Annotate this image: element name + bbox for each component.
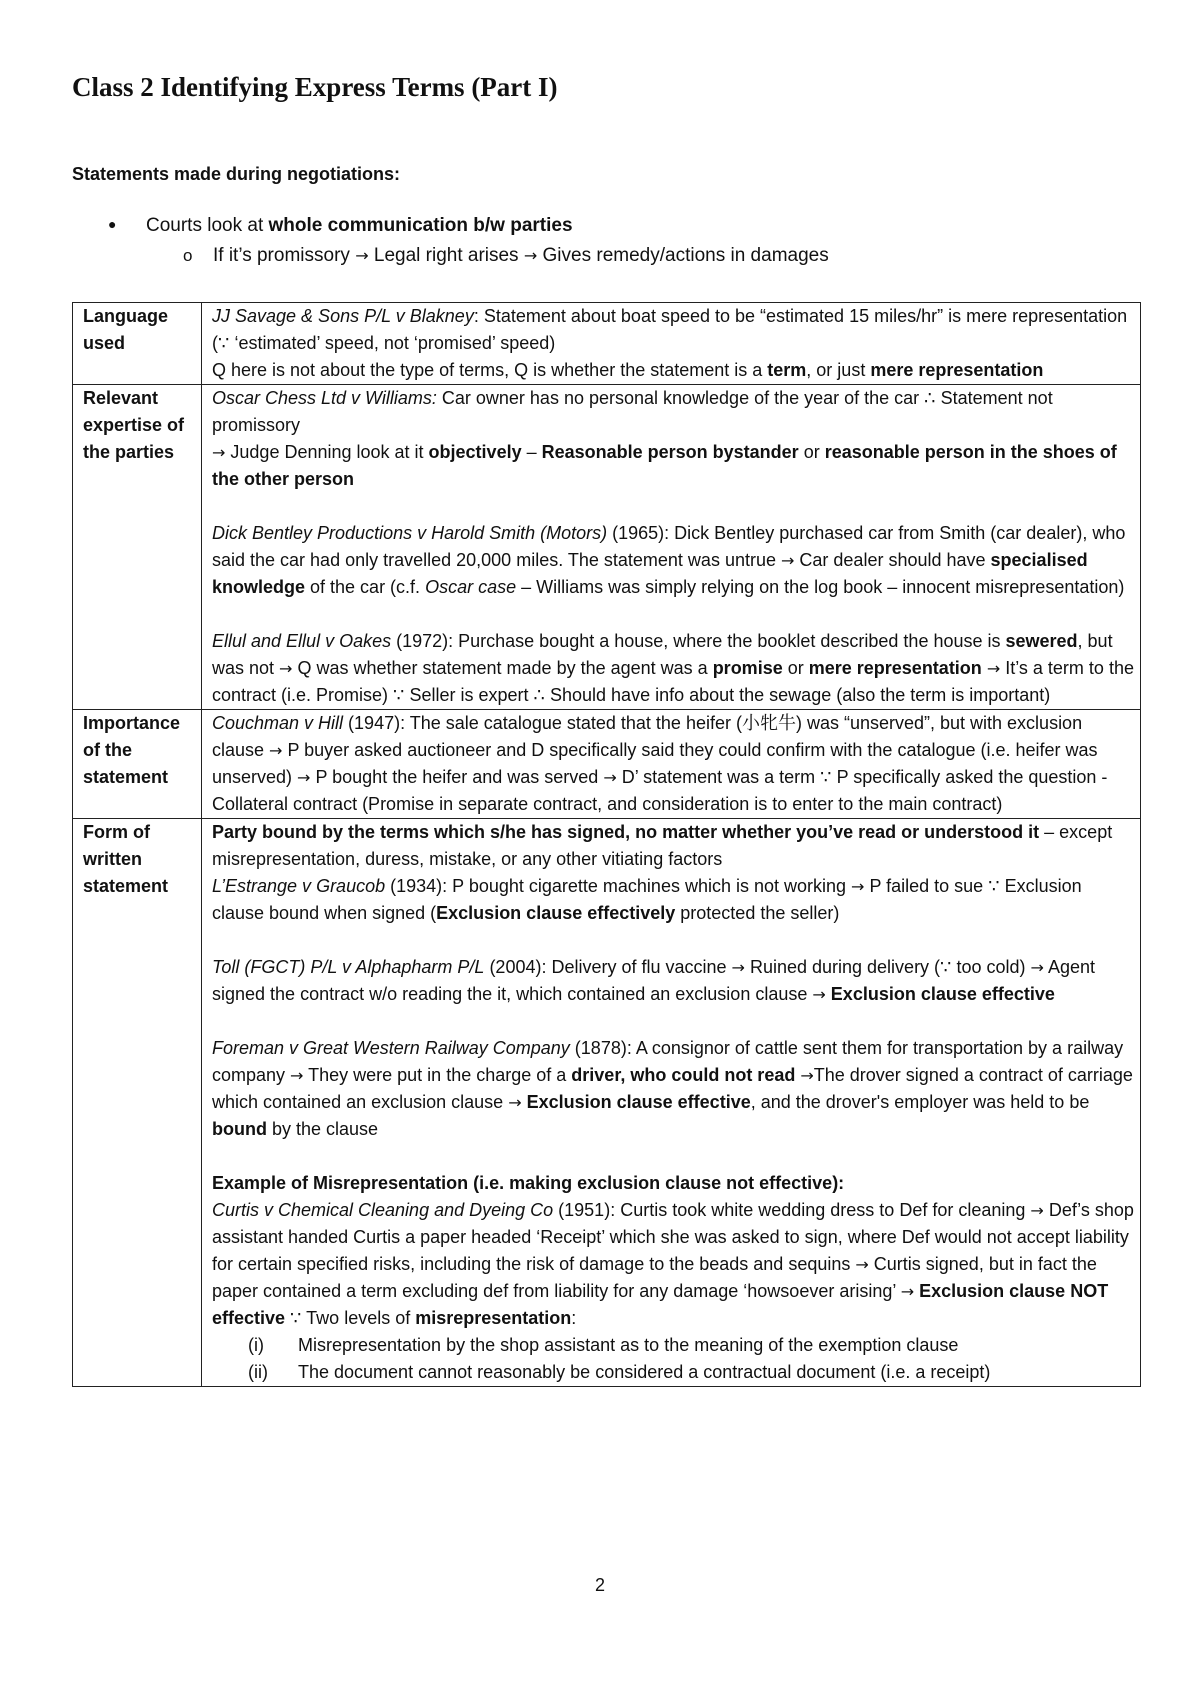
text-run: – except misrepresentation, duress, mistake, or any other vitiating factors	[212, 822, 1113, 869]
paragraph	[212, 954, 1134, 1008]
text-run: P buyer asked auctioneer and D specifically said they could confirm with the catalogue (i.e. heifer was unserved)	[212, 740, 1098, 787]
row-content	[202, 385, 1141, 710]
text-run: D’ statement was a term ∵ P specifically asked the question - Collateral contract (Promise in separate contract, and consideration is to enter to the main contract)	[212, 767, 1108, 814]
paragraph	[212, 710, 1134, 818]
sub-bullet-part: Gives remedy/actions in damages	[537, 245, 829, 266]
bold-text: Exclusion clause effective	[830, 984, 1055, 1004]
page-title: Class 2 Identifying Express Terms (Part I)	[72, 72, 558, 102]
text-run: protected the seller)	[675, 903, 840, 923]
text-run: Q here is not about the type of terms, Q is whether the statement is a	[212, 360, 768, 380]
text-run: Car dealer should have	[794, 550, 991, 570]
paragraph	[212, 439, 1134, 493]
paragraph	[212, 873, 1134, 927]
arrow-icon: →	[269, 741, 283, 760]
bullet-item	[108, 215, 829, 237]
paragraph	[212, 1170, 1134, 1197]
case-name: Dick Bentley Productions v Harold Smith (Motors)	[212, 523, 608, 543]
arrow-icon: →	[781, 551, 795, 570]
text-run: or	[782, 658, 809, 678]
paragraph	[212, 357, 1134, 384]
bold-text: sewered	[1005, 631, 1078, 651]
case-name: Toll (FGCT) P/L v Alphapharm P/L	[212, 957, 485, 977]
text-run: (1951): Curtis took white wedding dress to Def for cleaning	[553, 1200, 1031, 1220]
paragraph	[212, 385, 1134, 439]
bullet-dot-icon: ●	[108, 216, 117, 232]
case-name: Curtis v Chemical Cleaning and Dyeing Co	[212, 1200, 554, 1220]
text-run: P bought the heifer and was served	[310, 767, 604, 787]
arrow-icon: →	[508, 1093, 522, 1112]
text-run: Def’s shop assistant handed Curtis a paper headed ‘Receipt’ which she was asked to sign, where Def would not accept liability for certain specified risks, including the risk of damage to the beads and sequins	[212, 1200, 1134, 1274]
sub-bullet-part: If it’s promissory	[213, 245, 356, 266]
bold-text: Party bound by the terms which s/he has signed, no matter whether you’ve read or understood it	[212, 822, 1040, 842]
page-number: 2	[594, 1575, 605, 1595]
bullet-prefix: Courts look at	[146, 215, 269, 236]
section-heading: Statements made during negotiations:	[72, 164, 401, 184]
arrow-icon: →	[851, 877, 865, 896]
list-item-text: Misrepresentation by the shop assistant as to the meaning of the exemption clause	[298, 1335, 959, 1355]
sub-bullet-part: Legal right arises	[368, 245, 524, 266]
bold-text: Exclusion clause NOT effective	[212, 1281, 1109, 1328]
row-content	[202, 819, 1141, 1387]
arrow-icon: →	[212, 443, 226, 462]
list-item-text: The document cannot reasonably be considered a contractual document (i.e. a receipt)	[298, 1362, 991, 1382]
table-row	[73, 303, 1141, 385]
sub-bullet-text	[213, 245, 829, 267]
bold-text: driver, who could not read	[571, 1065, 796, 1085]
text-run: It’s a term to the contract (i.e. Promise) ∵ Seller is expert ∴ Should have info about the sewage (also the term is important)	[212, 658, 1134, 705]
arrow-icon: →	[523, 246, 538, 265]
row-label: Form of written statement	[73, 819, 202, 1387]
paragraph-gap	[212, 1143, 1134, 1170]
paragraph	[212, 1197, 1134, 1332]
arrow-icon: →	[297, 768, 311, 787]
case-name: Ellul and Ellul v Oakes	[212, 631, 392, 651]
arrow-icon: →	[1030, 958, 1044, 977]
paragraph-gap	[212, 927, 1134, 954]
bold-text: bound	[212, 1119, 267, 1139]
bold-text: mere representation	[808, 658, 982, 678]
sub-bullet-item	[183, 245, 829, 267]
row-label: Importance of the statement	[73, 710, 202, 819]
text-run: , but was not	[212, 631, 1113, 678]
arrow-icon: →	[290, 1066, 304, 1085]
text-run: – Williams was simply relying on the log book – innocent misrepresentation)	[516, 577, 1125, 597]
paragraph	[212, 628, 1134, 709]
paragraph-gap	[212, 1008, 1134, 1035]
bold-text: Exclusion clause effectively	[436, 903, 676, 923]
arrow-icon: →	[279, 659, 293, 678]
bold-text: Example of Misrepresentation (i.e. making exclusion clause not effective):	[212, 1173, 845, 1193]
text-run: The drover signed a contract of carriage which contained an exclusion clause	[212, 1065, 1133, 1112]
paragraph	[212, 1035, 1134, 1143]
bold-text: promise	[712, 658, 783, 678]
text-run: –	[521, 442, 542, 462]
case-name: JJ Savage & Sons P/L v Blakney	[212, 306, 474, 326]
list-number: (i)	[248, 1335, 264, 1355]
text-run: Car owner has no personal knowledge of the year of the car ∴ Statement not promissory	[212, 388, 1053, 435]
case-name: Foreman v Great Western Railway Company	[212, 1038, 570, 1058]
text-run: (2004): Delivery of flu vaccine	[484, 957, 732, 977]
bold-text: Exclusion clause effective	[526, 1092, 751, 1112]
text-run: (1965): Dick Bentley purchased car from Smith (car dealer), who said the car had only travelled 20,000 miles. The statement was untrue	[212, 523, 1126, 570]
paragraph	[212, 520, 1134, 601]
bold-text: misrepresentation	[415, 1308, 572, 1328]
text-run: They were put in the charge of a	[303, 1065, 572, 1085]
arrow-icon: →	[731, 958, 745, 977]
arrow-icon: →	[900, 1282, 915, 1301]
text-run: Agent signed the contract w/o reading the it, which contained an exclusion clause	[212, 957, 1095, 1004]
row-content	[202, 303, 1141, 385]
table-row	[73, 710, 1141, 819]
paragraph	[212, 819, 1134, 873]
text-run: (1972): Purchase bought a house, where the booklet described the house is	[391, 631, 1006, 651]
arrow-icon: →	[800, 1066, 814, 1085]
text-run: :	[571, 1308, 577, 1328]
bold-text: Reasonable person bystander	[541, 442, 799, 462]
text-run: Ruined during delivery (∵ too cold)	[744, 957, 1031, 977]
sub-bullet-marker: o	[183, 246, 193, 265]
bold-text: term	[767, 360, 807, 380]
row-label: Language used	[73, 303, 202, 385]
bold-text: mere representation	[870, 360, 1044, 380]
text-run: (1947): The sale catalogue stated that the heifer (小牝牛) was “unserved”, but with exclusion clause	[212, 713, 1083, 760]
case-name: L’Estrange v Graucob	[212, 876, 386, 896]
text-run: : Statement about boat speed to be “estimated 15 miles/hr” is mere representation (∵ ‘estimated’ speed, not ‘promised’ speed)	[212, 306, 1128, 353]
paragraph	[212, 303, 1134, 357]
numbered-list	[248, 1332, 1134, 1386]
case-name: Couchman v Hill	[212, 713, 344, 733]
text-run: of the car (c.f.	[305, 577, 426, 597]
text-run: P failed to sue ∵ Exclusion clause bound when signed (	[212, 876, 1082, 923]
arrow-icon: →	[355, 246, 369, 265]
text-run: Judge Denning look at it	[225, 442, 429, 462]
bullet-list	[108, 215, 829, 267]
bullet-bold: whole communication b/w parties	[268, 215, 573, 236]
bold-text: objectively	[428, 442, 522, 462]
paragraph-gap	[212, 601, 1134, 628]
case-name: Oscar Chess Ltd v Williams:	[212, 388, 437, 408]
bullet-text	[146, 215, 573, 237]
arrow-icon: →	[603, 768, 617, 787]
table-row	[73, 385, 1141, 710]
bold-text: specialised knowledge	[212, 550, 1088, 597]
express-terms-table	[72, 302, 1141, 1387]
bold-text: reasonable person in the shoes of the other person	[212, 442, 1117, 489]
paragraph-gap	[212, 493, 1134, 520]
text-run: Q was whether statement made by the agent was a	[292, 658, 713, 678]
list-number: (ii)	[248, 1362, 268, 1382]
text-run: by the clause	[266, 1119, 379, 1139]
arrow-icon: →	[1030, 1201, 1044, 1220]
table-row	[73, 819, 1141, 1387]
arrow-icon: →	[812, 985, 826, 1004]
text-run: (1934): P bought cigarette machines which is not working	[385, 876, 852, 896]
text-run: , or just	[806, 360, 871, 380]
text-run: or	[798, 442, 825, 462]
arrow-icon: →	[986, 659, 1001, 678]
case-name: Oscar case	[425, 577, 517, 597]
text-run: (1878): A consignor of cattle sent them for transportation by a railway company	[212, 1038, 1124, 1085]
text-run: Curtis signed, but in fact the paper contained a term excluding def from liability for any damage ‘howsoever arising’	[212, 1254, 1097, 1301]
row-content	[202, 710, 1141, 819]
text-run: ∵ Two levels of	[285, 1308, 416, 1328]
text-run: , and the drover's employer was held to be	[750, 1092, 1090, 1112]
arrow-icon: →	[855, 1255, 869, 1274]
row-label: Relevant expertise of the parties	[73, 385, 202, 710]
